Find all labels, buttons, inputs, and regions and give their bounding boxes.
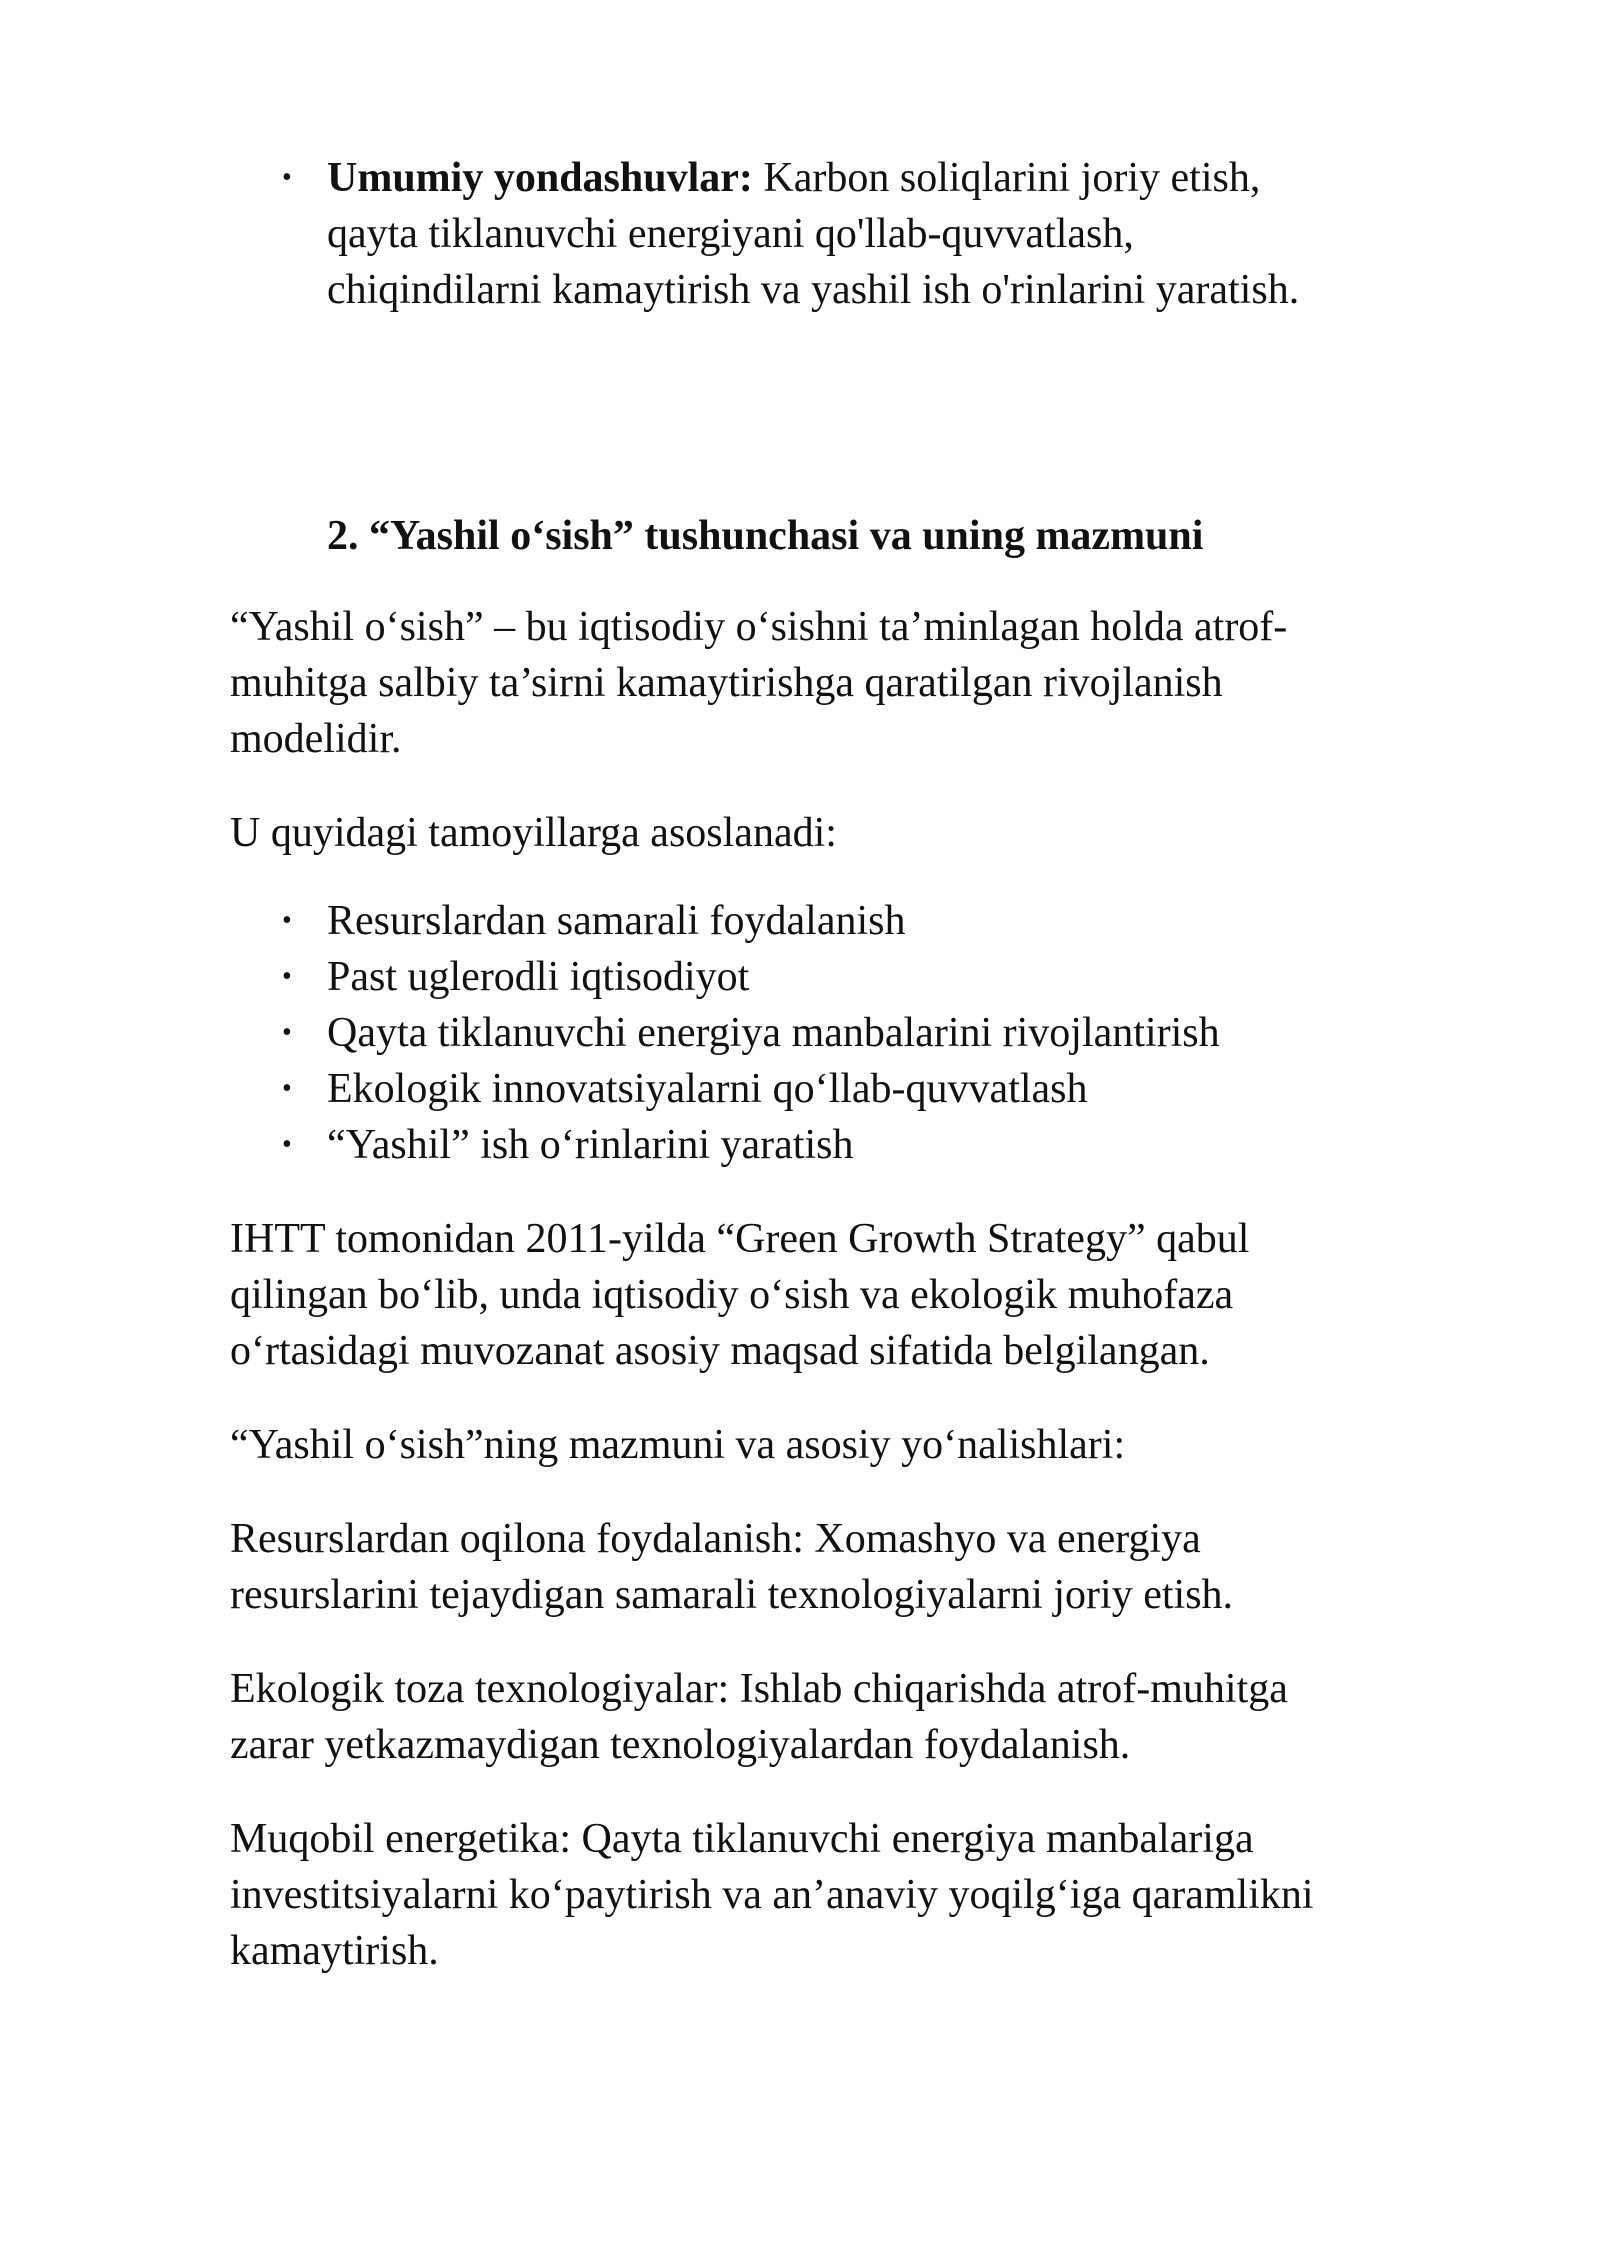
principles-list [230,893,1500,1173]
list-item-text: Qayta tiklanuvchi energiya manbalarini rivojlantirish [327,1010,1220,1056]
bullet-icon: • [282,1073,292,1104]
paragraph-line: muhitga salbiy ta’sirni kamaytirishga qaratilgan rivojlanish [230,660,1223,706]
bullet-icon: • [282,905,292,936]
ihtt-paragraph [230,1211,1500,1379]
document-page [230,150,1500,1979]
paragraph-line: Muqobil energetika: Qayta tiklanuvchi energiya manbalariga [230,1816,1254,1862]
paragraph-line: kamaytirish. [230,1928,439,1974]
list-item-text: “Yashil” ish o‘rinlarini yaratish [327,1122,854,1168]
list-item [230,893,1500,949]
list-item [230,1117,1500,1173]
intro-paragraph [230,599,1500,767]
bullet-text-line: Karbon soliqlarini joriy etish, [763,155,1261,201]
list-item [230,1061,1500,1117]
paragraph-line: resurslarini tejaydigan samarali texnologiyalarni joriy etish. [230,1572,1234,1618]
paragraph-line: Ekologik toza texnologiyalar: Ishlab chiqarishda atrof-muhitga [230,1666,1288,1712]
directions-intro: “Yashil o‘sish”ning mazmuni va asosiy yo‘nalishlari: [230,1422,1126,1468]
bullet-text-line: qayta tiklanuvchi energiyani qo'llab-quvvatlash, [327,211,1134,257]
paragraph-line: modelidir. [230,716,402,762]
paragraph-line: investitsiyalarni ko‘paytirish va an’anaviy yoqilg‘iga qaramlikni [230,1872,1314,1918]
direction-paragraph [230,1661,1500,1773]
list-item [230,150,1600,318]
bullet-lead: Umumiy yondashuvlar: [327,155,753,201]
approaches-list [230,150,1500,318]
bullet-icon: • [282,1129,292,1160]
principles-intro: U quyidagi tamoyillarga asoslanadi: [230,810,837,856]
section-heading: 2. “Yashil o‘sish” tushunchasi va uning mazmuni [327,513,1204,559]
direction-paragraph [230,1511,1500,1623]
paragraph-line: Resurslardan oqilona foydalanish: Xomashyo va energiya [230,1516,1201,1562]
bullet-text-line: chiqindilarni kamaytirish va yashil ish o'rinlarini yaratish. [327,267,1300,313]
list-item [230,949,1500,1005]
list-item-text: Resurslardan samarali foydalanish [327,898,906,944]
paragraph-line: o‘rtasidagi muvozanat asosiy maqsad sifatida belgilangan. [230,1328,1210,1374]
paragraph-line: IHTT tomonidan 2011-yilda “Green Growth Strategy” qabul [230,1216,1250,1262]
list-item-text: Ekologik innovatsiyalarni qo‘llab-quvvatlash [327,1066,1088,1112]
direction-paragraph [230,1811,1500,1979]
list-item [230,1005,1500,1061]
paragraph-line: “Yashil o‘sish” – bu iqtisodiy o‘sishni ta’minlagan holda atrof- [230,604,1288,650]
list-item-text: Past uglerodli iqtisodiyot [327,954,750,1000]
bullet-icon: • [282,1017,292,1048]
bullet-icon: • [282,961,292,992]
bullet-icon: • [282,162,292,193]
paragraph-line: qilingan bo‘lib, unda iqtisodiy o‘sish va ekologik muhofaza [230,1272,1234,1318]
paragraph-line: zarar yetkazmaydigan texnologiyalardan foydalanish. [230,1722,1131,1768]
